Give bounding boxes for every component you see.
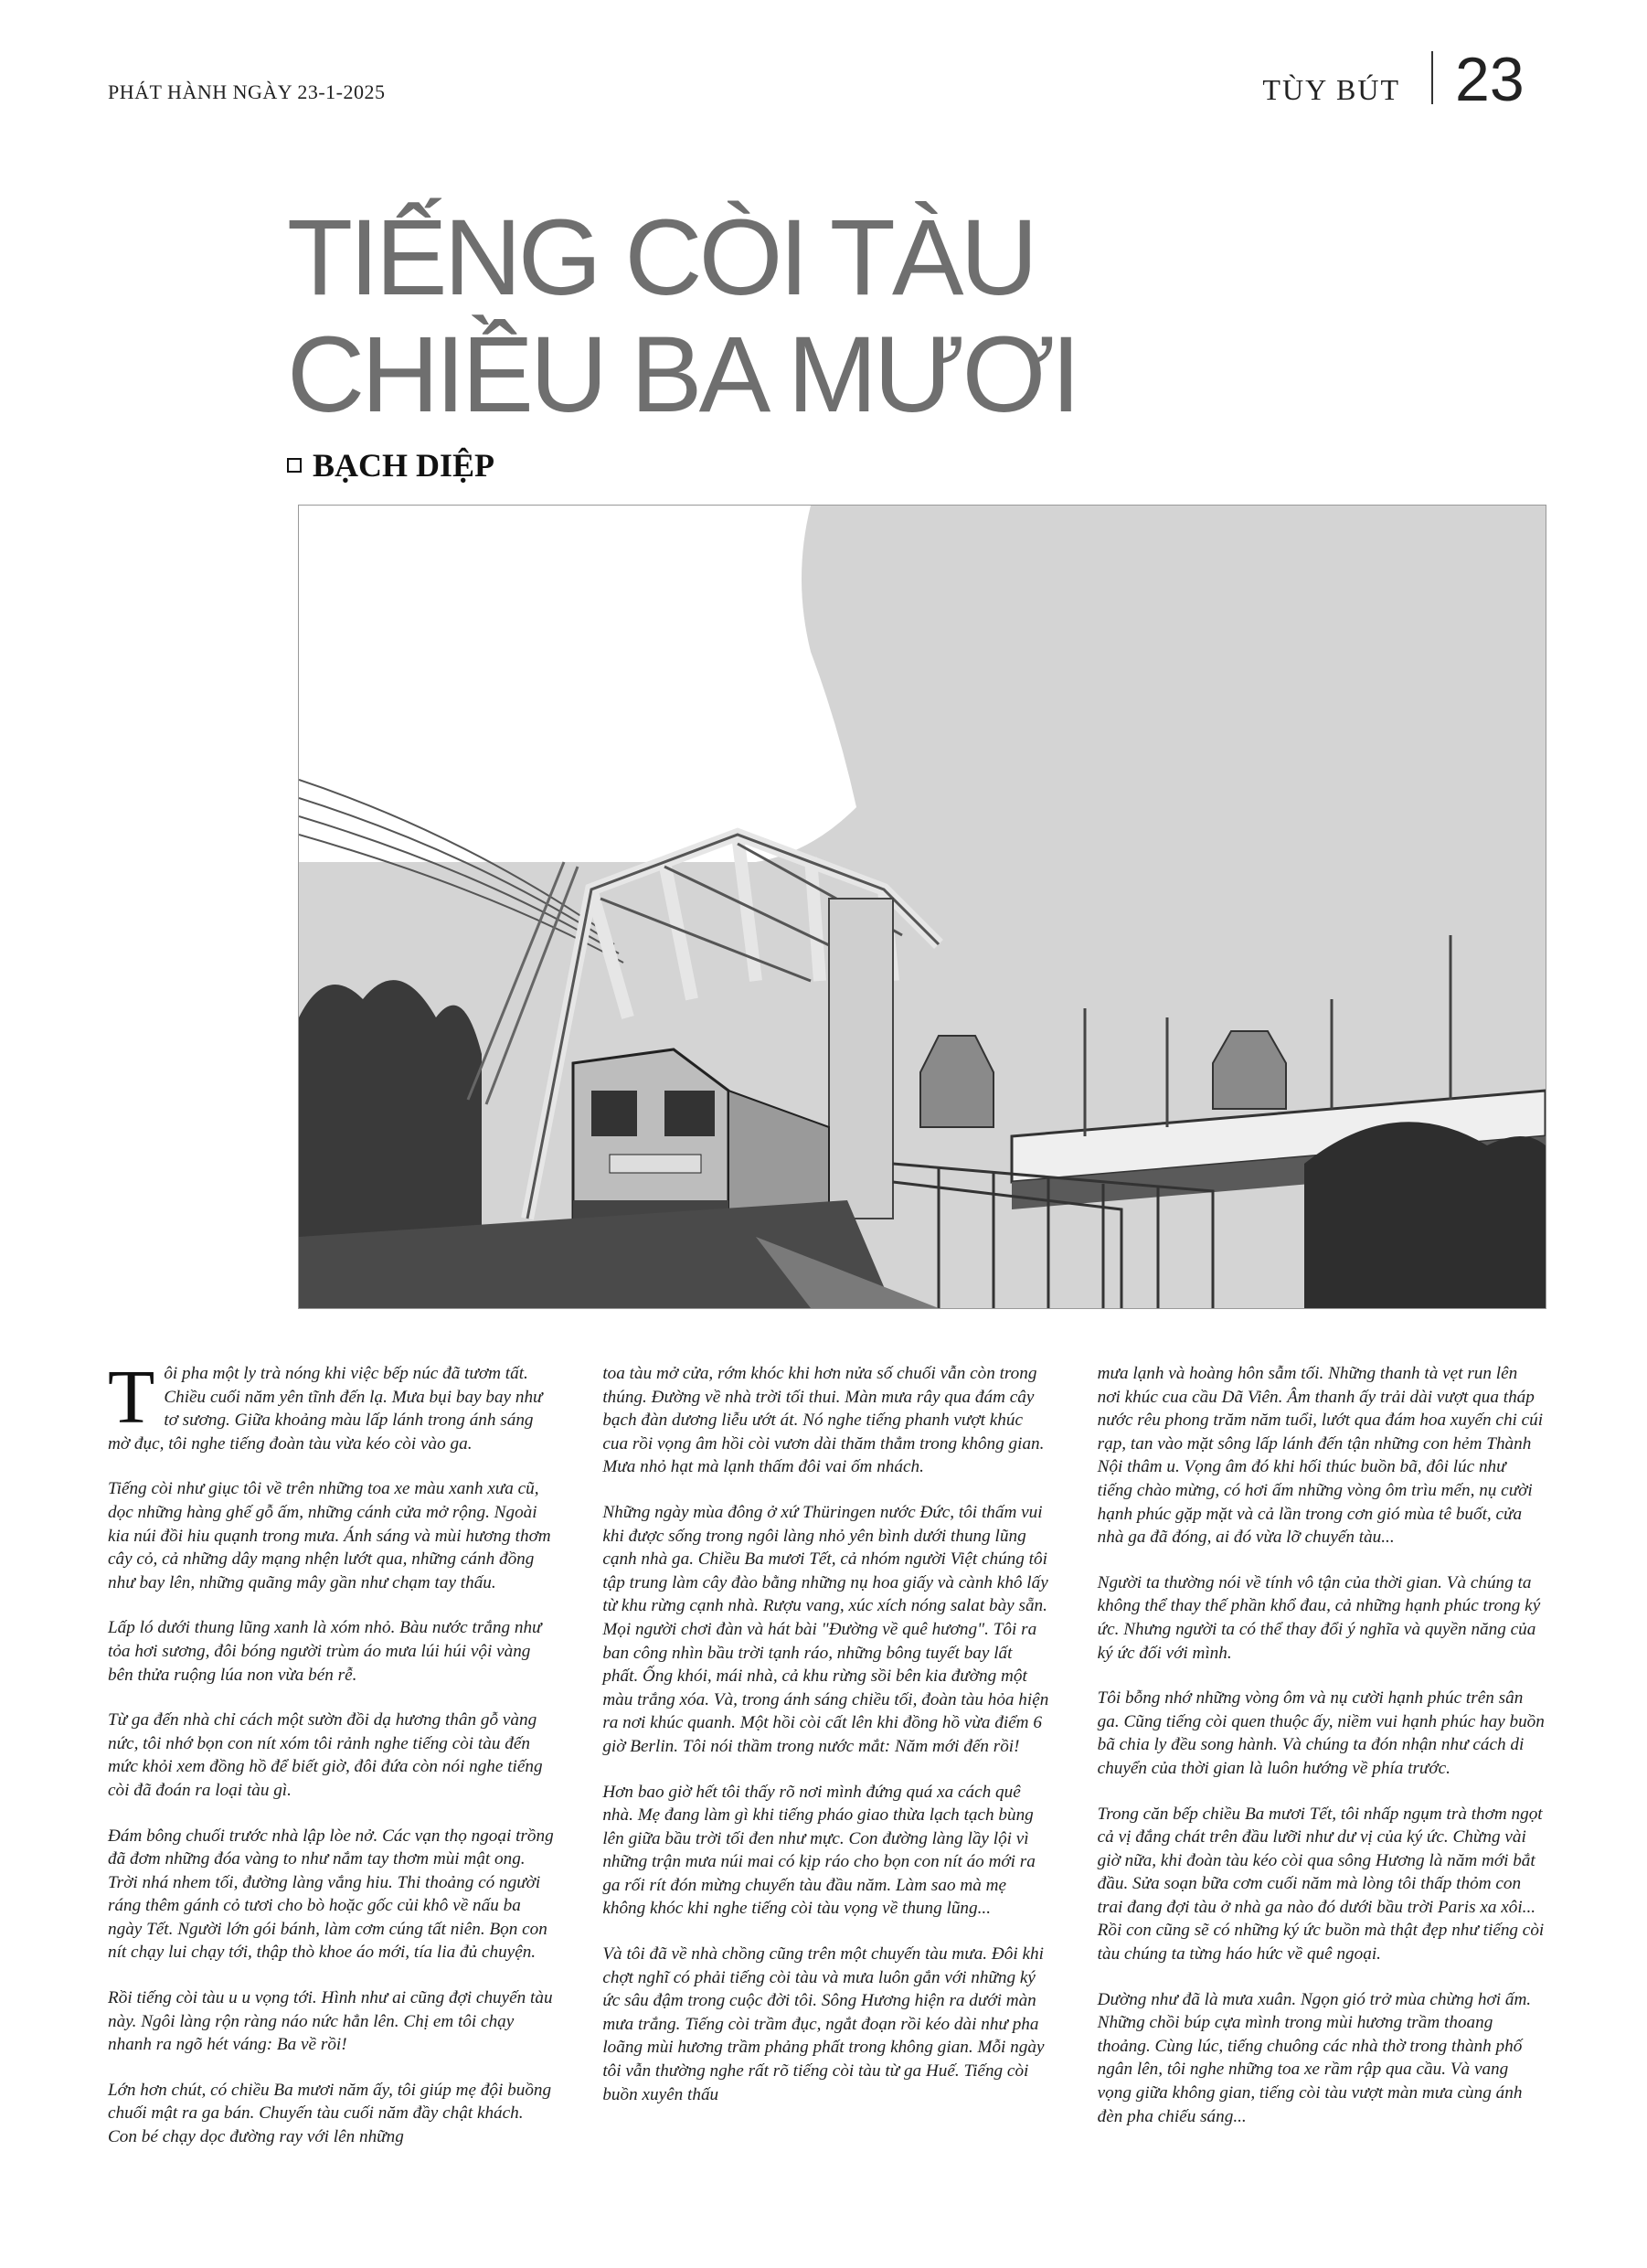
- section-name: TÙY BÚT: [1262, 73, 1400, 106]
- column-3: [1098, 1362, 1545, 2171]
- square-bullet-icon: [287, 458, 302, 473]
- paragraph: Tiếng còi như giục tôi về trên những toa xe màu xanh xưa cũ, dọc những hàng ghế gỗ ấm, những cánh cửa mở rộng. Ngoài kia núi đồi hiu quạnh trong mưa. Ánh sáng và mùi hương thơm cây cỏ, cả những dây mạng nhện lướt qua, những cánh đồng như bay lên, những quãng mây gần như chạm tay thấu.: [108, 1479, 551, 1592]
- article-body: [108, 1355, 1545, 2171]
- paragraph: mưa lạnh và hoàng hôn sẫm tối. Những thanh tà vẹt run lên nơi khúc cua cầu Dã Viên. Âm thanh ấy trải dài vượt qua tháp nước rêu phong trăm năm tuổi, lướt qua đám hoa xuyến chi cúi rạp, tan vào mặt sông lấp lánh đến tận những con hẻm Thành Nội thâm u. Vọng âm đó khi hối thúc buồn bã, đôi lúc như tiếng chào mừng, có hơi ấm những vòng ôm trìu mến, nụ cười hạnh phúc gặp mặt và cả lần trong cơn gió mùa tê buốt, cửa nhà ga đã đóng, ai đó vừa lỡ chuyến tàu...: [1097, 1364, 1544, 1548]
- paragraph: Rồi tiếng còi tàu u u vọng tới. Hình như ai cũng đợi chuyến tàu này. Ngôi làng rộn ràng náo nức hẳn lên. Chị em tôi chạy nhanh ra ngõ hét váng: Ba về rồi!: [108, 1988, 553, 2055]
- paragraph: toa tàu mở cửa, rớm khóc khi hơn nửa số chuối vẫn còn trong thúng. Đường về nhà trời tối thui. Màn mưa rây qua đám cây bạch đàn dương liễu ướt át. Nó nghe tiếng phanh vượt khúc cua rồi vọng âm hồi còi vươn dài thăm thẳm trong không gian. Mưa nhỏ hạt mà lạnh thấm đôi vai ốm nhách.: [602, 1364, 1045, 1477]
- paragraph: Trong căn bếp chiều Ba mươi Tết, tôi nhấp ngụm trà thơm ngọt cả vị đắng chát trên đầu lưỡi như dư vị của ký ức. Chừng vài giờ nữa, khi đoàn tàu kéo còi qua sông Hương là năm mới bắt đầu. Sửa soạn bữa cơm cuối năm mà lòng tôi thấp thỏm con trai đang đợi tàu ở nhà ga nào đó dưới bầu trời Paris xa xôi... Rồi con cũng sẽ có những ký ức buồn mà thật đẹp như tiếng còi tàu chúng ta từng háo hức về quê ngoại.: [1097, 1804, 1545, 1965]
- issue-date: PHÁT HÀNH NGÀY 23-1-2025: [108, 80, 386, 103]
- paragraph: Lấp ló dưới thung lũng xanh là xóm nhỏ. Bàu nước trắng như tỏa hơi sương, đôi bóng người trùm áo mưa lúi húi vội vàng bên thửa ruộng lúa non vừa bén rễ.: [108, 1618, 542, 1685]
- paragraph: Đám bông chuối trước nhà lập lòe nở. Các vạn thọ ngoại trồng đã đơm những đóa vàng to như nắm tay thơm mùi mật ong. Trời nhá nhem tối, đường làng vắng hiu. Thi thoảng có người ráng thêm gánh cỏ tươi cho bò hoặc gốc củi khô về nấu ba ngày Tết. Người lớn gói bánh, làm cơm cúng tất niên. Bọn con nít chạy lui chạy tới, thập thò khoe áo mới, tía lia đủ chuyện.: [108, 1826, 554, 1963]
- title-line-1: TIẾNG CÒI TÀU: [287, 197, 1035, 318]
- page-number: 23: [1455, 45, 1525, 114]
- paragraph: Người ta thường nói về tính vô tận của thời gian. Và chúng ta không thể thay thế phần khổ đau, cả những hạnh phúc trong ký ức. Nhưng người ta có thể thay đổi ý nghĩa và quyền năng của ký ức đối với mình.: [1097, 1572, 1541, 1663]
- header-divider: [1431, 51, 1433, 104]
- column-2: [602, 1362, 1049, 2171]
- paragraph: [108, 1355, 555, 1455]
- railway-bridge-photo: [298, 505, 1546, 1309]
- byline: [287, 446, 494, 484]
- drop-cap: T: [108, 1355, 155, 1440]
- column-1: [108, 1355, 555, 2171]
- bridge-illustration: [299, 506, 1546, 1308]
- paragraph: Những ngày mùa đông ở xứ Thüringen nước Đức, tôi thấm vui khi được sống trong ngôi làng nhỏ yên bình dưới thung lũng cạnh nhà ga. Chiều Ba mươi Tết, cả nhóm người Việt chúng tôi tập trung làm cây đào bằng những nụ hoa giấy và cành khô lấy từ khu rừng cạnh nhà. Rượu vang, xúc xích nóng salat bày sẵn. Mọi người chơi đàn và hát bài "Đường về quê hương". Tôi ra ban công nhìn bầu trời tạnh ráo, những bông tuyết bay lất phất. Ống khói, mái nhà, cả khu rừng sồi bên kia đường một màu trắng xóa. Và, trong ánh sáng chiều tối, đoàn tàu hỏa hiện ra nơi khúc quanh. Một hồi còi cất lên khi đồng hồ vừa điểm 6 giờ Berlin. Tôi nói thầm trong nước mắt: Năm mới đến rồi!: [602, 1502, 1049, 1756]
- paragraph: Dường như đã là mưa xuân. Ngọn gió trở mùa chừng hơi ấm. Những chồi búp cựa mình trong mùi hương trầm thoang thoảng. Cùng lúc, tiếng chuông các nhà thờ trong thành phố ngân lên, tôi nghe những toa xe rầm rập qua cầu. Và vang vọng giữa không gian, tiếng còi tàu vượt màn mưa cùng ánh đèn pha chiếu sáng...: [1097, 1989, 1532, 2126]
- paragraph: Và tôi đã về nhà chồng cũng trên một chuyến tàu mưa. Đôi khi chợt nghĩ có phải tiếng còi tàu và mưa luôn gắn với những ký ức sâu đậm trong cuộc đời tôi. Sông Hương hiện ra dưới màn mưa trắng. Tiếng còi trầm đục, ngắt đoạn rồi kéo dài như pha loãng mùi hương trầm phảng phất trong không gian. Mỗi ngày tôi vẫn thường nghe rất rõ tiếng còi tàu từ ga Huế. Tiếng còi buồn xuyên thấu: [602, 1944, 1045, 2104]
- title-line-2: CHIỀU BA MƯƠI: [287, 314, 1078, 435]
- paragraph: Tôi bỗng nhớ những vòng ôm và nụ cười hạnh phúc trên sân ga. Cũng tiếng còi quen thuộc ấy, niềm vui hạnh phúc hay buồn bã chia ly đều song hành. Và chúng ta đón nhận như cách di chuyển của thời gian là luôn hướng về phía trước.: [1097, 1688, 1545, 1778]
- paragraph: Hơn bao giờ hết tôi thấy rõ nơi mình đứng quá xa cách quê nhà. Mẹ đang làm gì khi tiếng pháo giao thừa lạch tạch bùng lên giữa bầu trời tối đen như mực. Con đường làng lầy lội vì những trận mưa núi mai có kịp ráo cho bọn con nít áo mới ra ga rối rít đón mừng chuyến tàu đầu năm. Làm sao mà mẹ không khóc khi nghe tiếng còi tàu vọng về thung lũng...: [602, 1782, 1036, 1919]
- paragraph: Từ ga đến nhà chỉ cách một sườn đồi dạ hương thân gỗ vàng nức, tôi nhớ bọn con nít xóm tôi rảnh nghe tiếng còi tàu đến mức khỏi xem đồng hồ để biết giờ, đôi đứa còn nói nghe tiếng còi đã đoán ra loại tàu gì.: [108, 1710, 543, 1800]
- article-title: [287, 199, 1078, 433]
- author-name: BẠCH DIỆP: [313, 447, 495, 484]
- paragraph-text: ôi pha một ly trà nóng khi việc bếp núc đã tươm tất. Chiều cuối năm yên tĩnh đến lạ. Mưa bụi bay bay như tơ sương. Giữa khoảng màu lấp lánh trong ánh sáng mờ đục, tôi nghe tiếng đoàn tàu vừa kéo còi vào ga.: [108, 1364, 543, 1453]
- paragraph: Lớn hơn chút, có chiều Ba mươi năm ấy, tôi giúp mẹ đội buồng chuối mật ra ga bán. Chuyến tàu cuối năm đầy chật khách. Con bé chạy dọc đường ray với lên những: [108, 2080, 552, 2147]
